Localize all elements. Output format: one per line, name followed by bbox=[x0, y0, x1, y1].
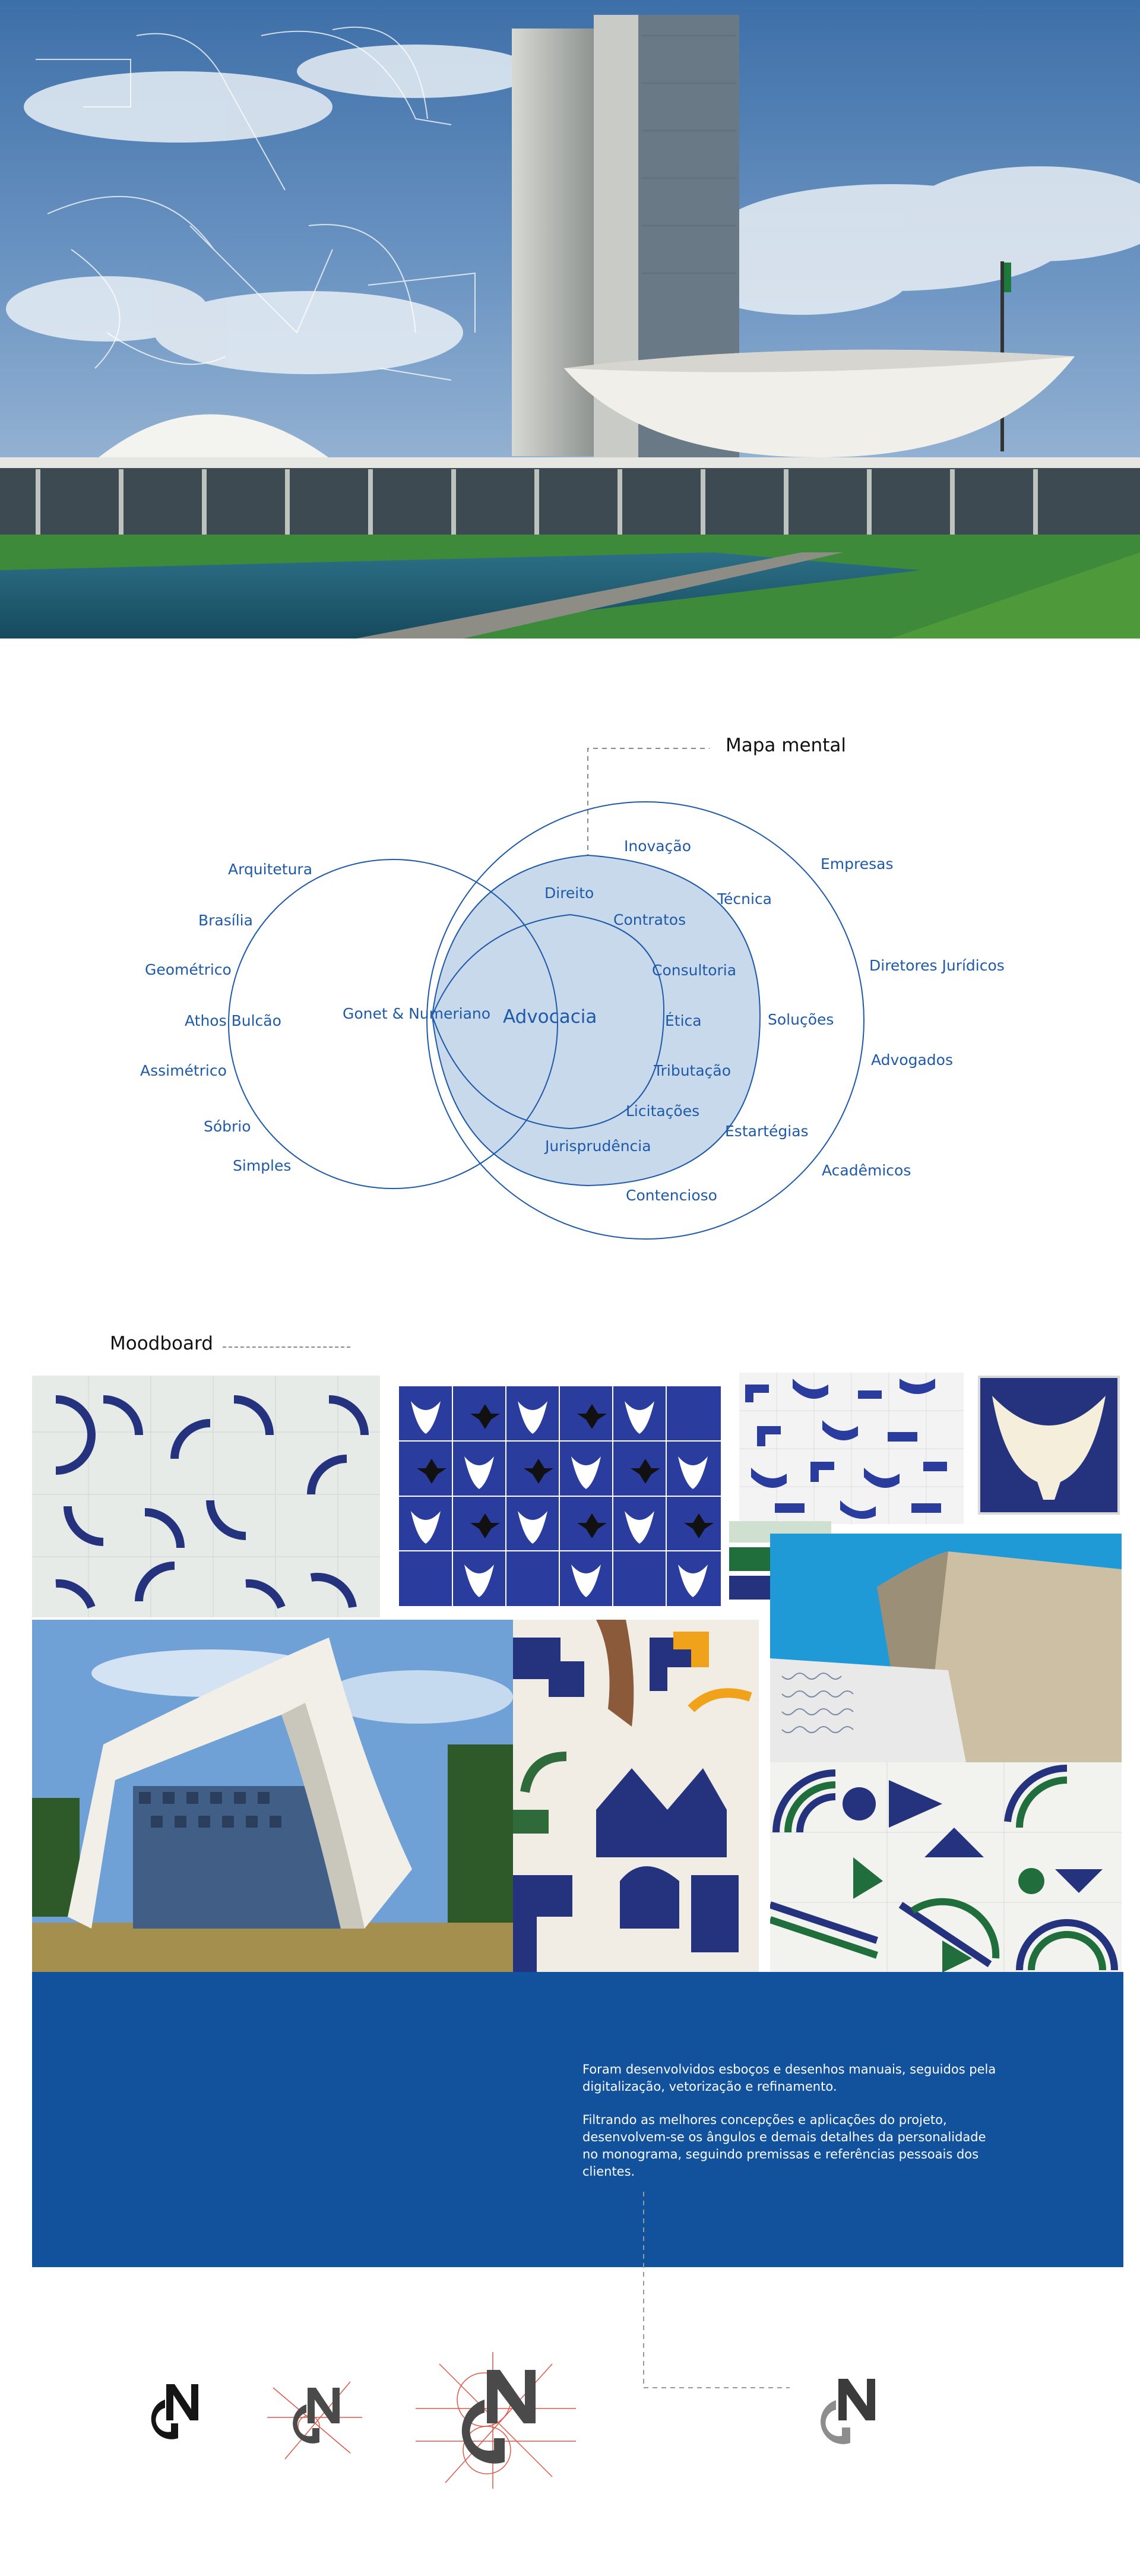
mind-map-word: Tributação bbox=[654, 1062, 732, 1079]
mind-map-word: Simples bbox=[233, 1157, 292, 1174]
mind-map-word: Técnica bbox=[717, 890, 772, 908]
mind-map-word: Direito bbox=[544, 884, 594, 902]
mind-map-word: Jurisprudência bbox=[545, 1137, 651, 1155]
monogram-sketch-3 bbox=[416, 2352, 576, 2489]
moodboard-tile-dove bbox=[978, 1376, 1120, 1515]
mind-map-word: Licitações bbox=[626, 1102, 700, 1120]
mind-map-title: Mapa mental bbox=[726, 735, 846, 756]
mind-map-word: Ética bbox=[665, 1012, 702, 1029]
mind-map-word: Contratos bbox=[613, 911, 686, 928]
moodboard-tile-waves bbox=[739, 1373, 964, 1524]
hero-photo-congresso-nacional bbox=[0, 0, 1140, 639]
mind-map-word: Arquitetura bbox=[228, 861, 313, 878]
mind-map-word: Acadêmicos bbox=[822, 1162, 911, 1179]
mind-map-word: Brasília bbox=[198, 912, 253, 929]
mind-map-word: Assimétrico bbox=[140, 1062, 227, 1079]
description-paragraph: Filtrando as melhores concepções e aplicações do projeto, desenvolvem-se os ângulos e demais detalhes da personalidade no monograma, seguindo premissas e referências pessoais dos clientes. bbox=[582, 2113, 986, 2179]
mind-map-word: Advogados bbox=[871, 1051, 954, 1069]
mind-map-word: Soluções bbox=[768, 1011, 834, 1028]
mind-map-word: Estartégias bbox=[725, 1123, 809, 1140]
moodboard-photo-tiles-hand bbox=[513, 1620, 759, 1973]
monogram-leader-line bbox=[641, 2192, 796, 2394]
moodboard-leader-line bbox=[223, 1347, 350, 1348]
mind-map-word: Geométrico bbox=[145, 961, 232, 978]
mind-map-word: Inovação bbox=[624, 837, 691, 855]
moodboard-tile-doves bbox=[399, 1386, 721, 1606]
monogram-sketch-1 bbox=[137, 2376, 214, 2453]
description-panel bbox=[32, 1972, 1123, 2267]
hero-illustration bbox=[0, 0, 1140, 639]
mind-map-word: Diretores Jurídicos bbox=[869, 957, 1005, 974]
monogram-final bbox=[802, 2373, 897, 2462]
description-text bbox=[582, 2061, 998, 2196]
moodboard-tile-stripes bbox=[770, 1762, 1122, 1973]
moodboard-photo-church bbox=[32, 1620, 513, 1973]
mind-map-word: Athos Bulcão bbox=[185, 1012, 281, 1029]
description-paragraph: Foram desenvolvidos esboços e desenhos manuais, seguidos pela digitalização, vetorização e refinamento. bbox=[582, 2062, 996, 2094]
monogram-sketch-2 bbox=[261, 2370, 368, 2465]
mind-map-word: Sóbrio bbox=[204, 1118, 251, 1135]
moodboard-title: Moodboard bbox=[110, 1333, 213, 1354]
mind-map-intersection: Gonet & Numeriano bbox=[343, 1005, 491, 1022]
mind-map-word: Consultoria bbox=[652, 962, 737, 979]
mind-map-word: Contencioso bbox=[626, 1187, 717, 1204]
moodboard-tile-arcs bbox=[32, 1376, 380, 1617]
mind-map-section bbox=[0, 695, 1140, 1259]
mind-map-word: Empresas bbox=[821, 855, 894, 873]
moodboard-photo-structure bbox=[770, 1534, 1122, 1762]
mind-map-center: Advocacia bbox=[503, 1006, 597, 1028]
